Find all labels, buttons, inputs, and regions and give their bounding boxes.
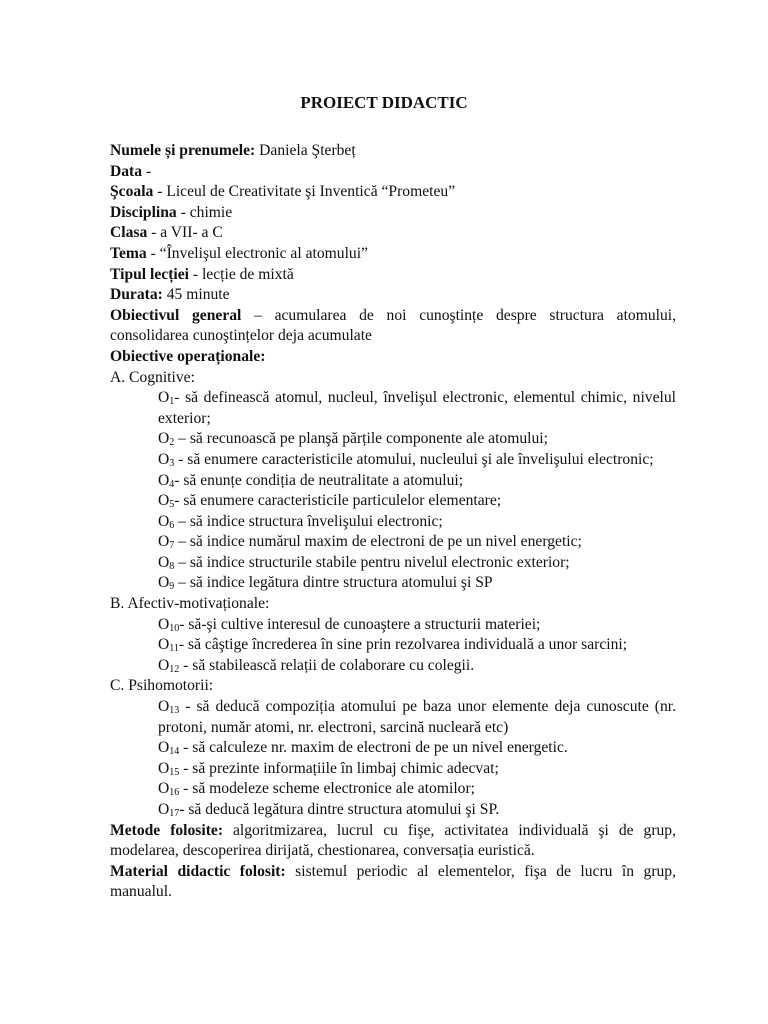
objective-text: - să prezinte informațiile în limbaj chimic adecvat; [179,759,499,777]
field-value: – acumularea de noi cunoştințe despre structura atomului, consolidarea cunoştințelor deja acumulate [110,306,676,345]
objective-text: - să deducă compoziția atomului pe baza unor elemente deja cunoscute (nr. protoni, număr atomi, nr. electroni, sarcină nucleară etc) [158,698,676,736]
field-label: Tipul lecției [110,265,189,283]
objective-text: - să-şi cultive interesul de cunoaştere a structurii materiei; [179,615,541,633]
objective-letter: O [158,780,170,798]
field-label: Disciplina [110,203,177,221]
field-value: algoritmizarea, lucrul cu fişe, activitatea individuală şi de grup, modelarea, descoperirea dirijată, chestionarea, conversația euristică. [110,821,677,860]
objective-item [110,656,676,677]
objective-index: 16 [169,787,180,799]
field-label: Clasa [110,224,148,242]
field-value: - lecție de mixtă [188,265,294,283]
objective-index: 9 [169,581,175,593]
field-value: - [142,162,152,180]
objective-index: 11 [169,643,179,655]
field-durata [110,285,676,306]
field-material-didactic [110,862,676,903]
objective-index: 15 [169,766,180,778]
objective-index: 8 [169,560,175,572]
objective-text: – să recunoască pe planşă părțile componente ale atomului; [174,430,548,448]
field-value: - a VII- a C [147,224,223,242]
objective-letter: O [158,739,170,757]
objective-text: – să indice legătura dintre structura atomului şi SP [174,574,493,592]
field-label: Metode folosite: [110,821,224,839]
objective-text: – să indice structura învelişului electronic; [174,512,443,530]
objective-letter: O [158,471,170,489]
objective-item [110,800,676,821]
field-tema [110,244,676,265]
field-data [110,162,676,183]
objective-item [110,512,676,533]
objective-letter: O [158,450,170,468]
objective-index: 6 [169,519,175,531]
field-value: Daniela Şterbeț [255,142,356,159]
subsection-heading-psihomotorii: C. Psihomotorii: [110,677,214,695]
objective-index: 12 [169,663,180,675]
field-value: - Liceul de Creativitate şi Inventică “Prometeu” [153,183,456,201]
field-scoala [110,182,676,203]
objective-letter: O [158,553,170,571]
objective-index: 4 [169,478,175,490]
document-body [110,141,676,903]
field-label: Obiectivul general [110,306,242,324]
field-label: Şcoala [110,183,154,201]
objective-item [110,738,676,759]
objective-item [110,697,676,738]
section-heading-obiective: Obiective operaționale: [110,347,266,365]
objective-letter: O [158,656,170,674]
objective-letter: O [158,759,170,777]
objective-letter: O [158,389,170,407]
objective-item [110,759,676,780]
objective-item [110,573,676,594]
objective-letter: O [158,492,170,510]
page-title: PROIECT DIDACTIC [300,93,468,112]
objective-letter: O [158,533,170,551]
objective-item [110,429,676,450]
objective-letter: O [158,512,170,530]
objective-index: 2 [169,437,175,449]
objective-item [110,779,676,800]
objective-item [110,532,676,553]
objective-item [110,471,676,492]
objective-text: - să stabilească relații de colaborare cu colegii. [179,656,475,674]
field-value: 45 minute [162,286,230,304]
objective-index: 14 [169,746,180,758]
field-tipul-lectiei [110,265,676,286]
objective-item [110,388,676,429]
objective-text: - să deducă legătura dintre structura atomului şi SP. [179,801,500,818]
objective-item [110,491,676,512]
objective-text: - să modeleze scheme electronice ale atomilor; [179,780,475,798]
field-clasa [110,223,676,244]
objective-item [110,553,676,574]
objective-index: 1 [169,396,175,408]
field-disciplina [110,203,676,224]
field-label: Durata: [110,286,163,304]
objective-text: - să calculeze nr. maxim de electroni de pe un nivel energetic. [179,739,568,757]
objective-index: 3 [169,457,175,469]
field-label: Numele și prenumele: [110,142,256,159]
objective-index: 7 [169,540,175,552]
objective-text: - să definească atomul, nucleul, învelişul electronic, elementul chimic, nivelul exterior; [158,389,676,427]
objective-index: 5 [169,499,175,511]
objective-item [110,450,676,471]
objective-text: – să indice numărul maxim de electroni de pe un nivel energetic; [174,533,582,551]
field-value: - chimie [176,203,233,221]
objective-letter: O [158,636,170,654]
objective-text: - să câştige încrederea în sine prin rezolvarea individuală a unor sarcini; [178,636,628,654]
objective-letter: O [158,574,170,592]
field-value: - “Învelişul electronic al atomului” [146,244,368,262]
objective-item [110,635,676,656]
objective-letter: O [158,801,170,818]
objective-text: - să enumere caracteristicile particulelor elementare; [174,492,502,510]
objective-letter: O [158,698,170,716]
field-label: Data [110,162,143,180]
field-label: Tema [110,244,147,262]
field-obiectivul-general [110,306,676,347]
objective-index: 13 [169,705,180,717]
field-nume [110,141,676,162]
field-label: Material didactic folosit: [110,862,286,880]
objective-index: 10 [169,622,180,634]
objective-text: - să enunțe condiția de neutralitate a atomului; [174,471,464,489]
objective-index: 17 [169,808,180,819]
field-metode-folosite [110,821,676,862]
objective-letter: O [158,430,170,448]
objective-item [110,615,676,636]
objective-text: – să indice structurile stabile pentru nivelul electronic exterior; [174,553,570,571]
objective-text: - să enumere caracteristicile atomului, nucleului şi ale învelişului electronic; [174,450,654,468]
objective-letter: O [158,615,170,633]
subsection-heading-cognitive: A. Cognitive: [110,368,195,386]
field-value: sistemul periodic al elementelor, fişa de lucru în grup, manualul. [110,862,676,901]
subsection-heading-afectiv: B. Afectiv-motivaționale: [110,595,270,613]
